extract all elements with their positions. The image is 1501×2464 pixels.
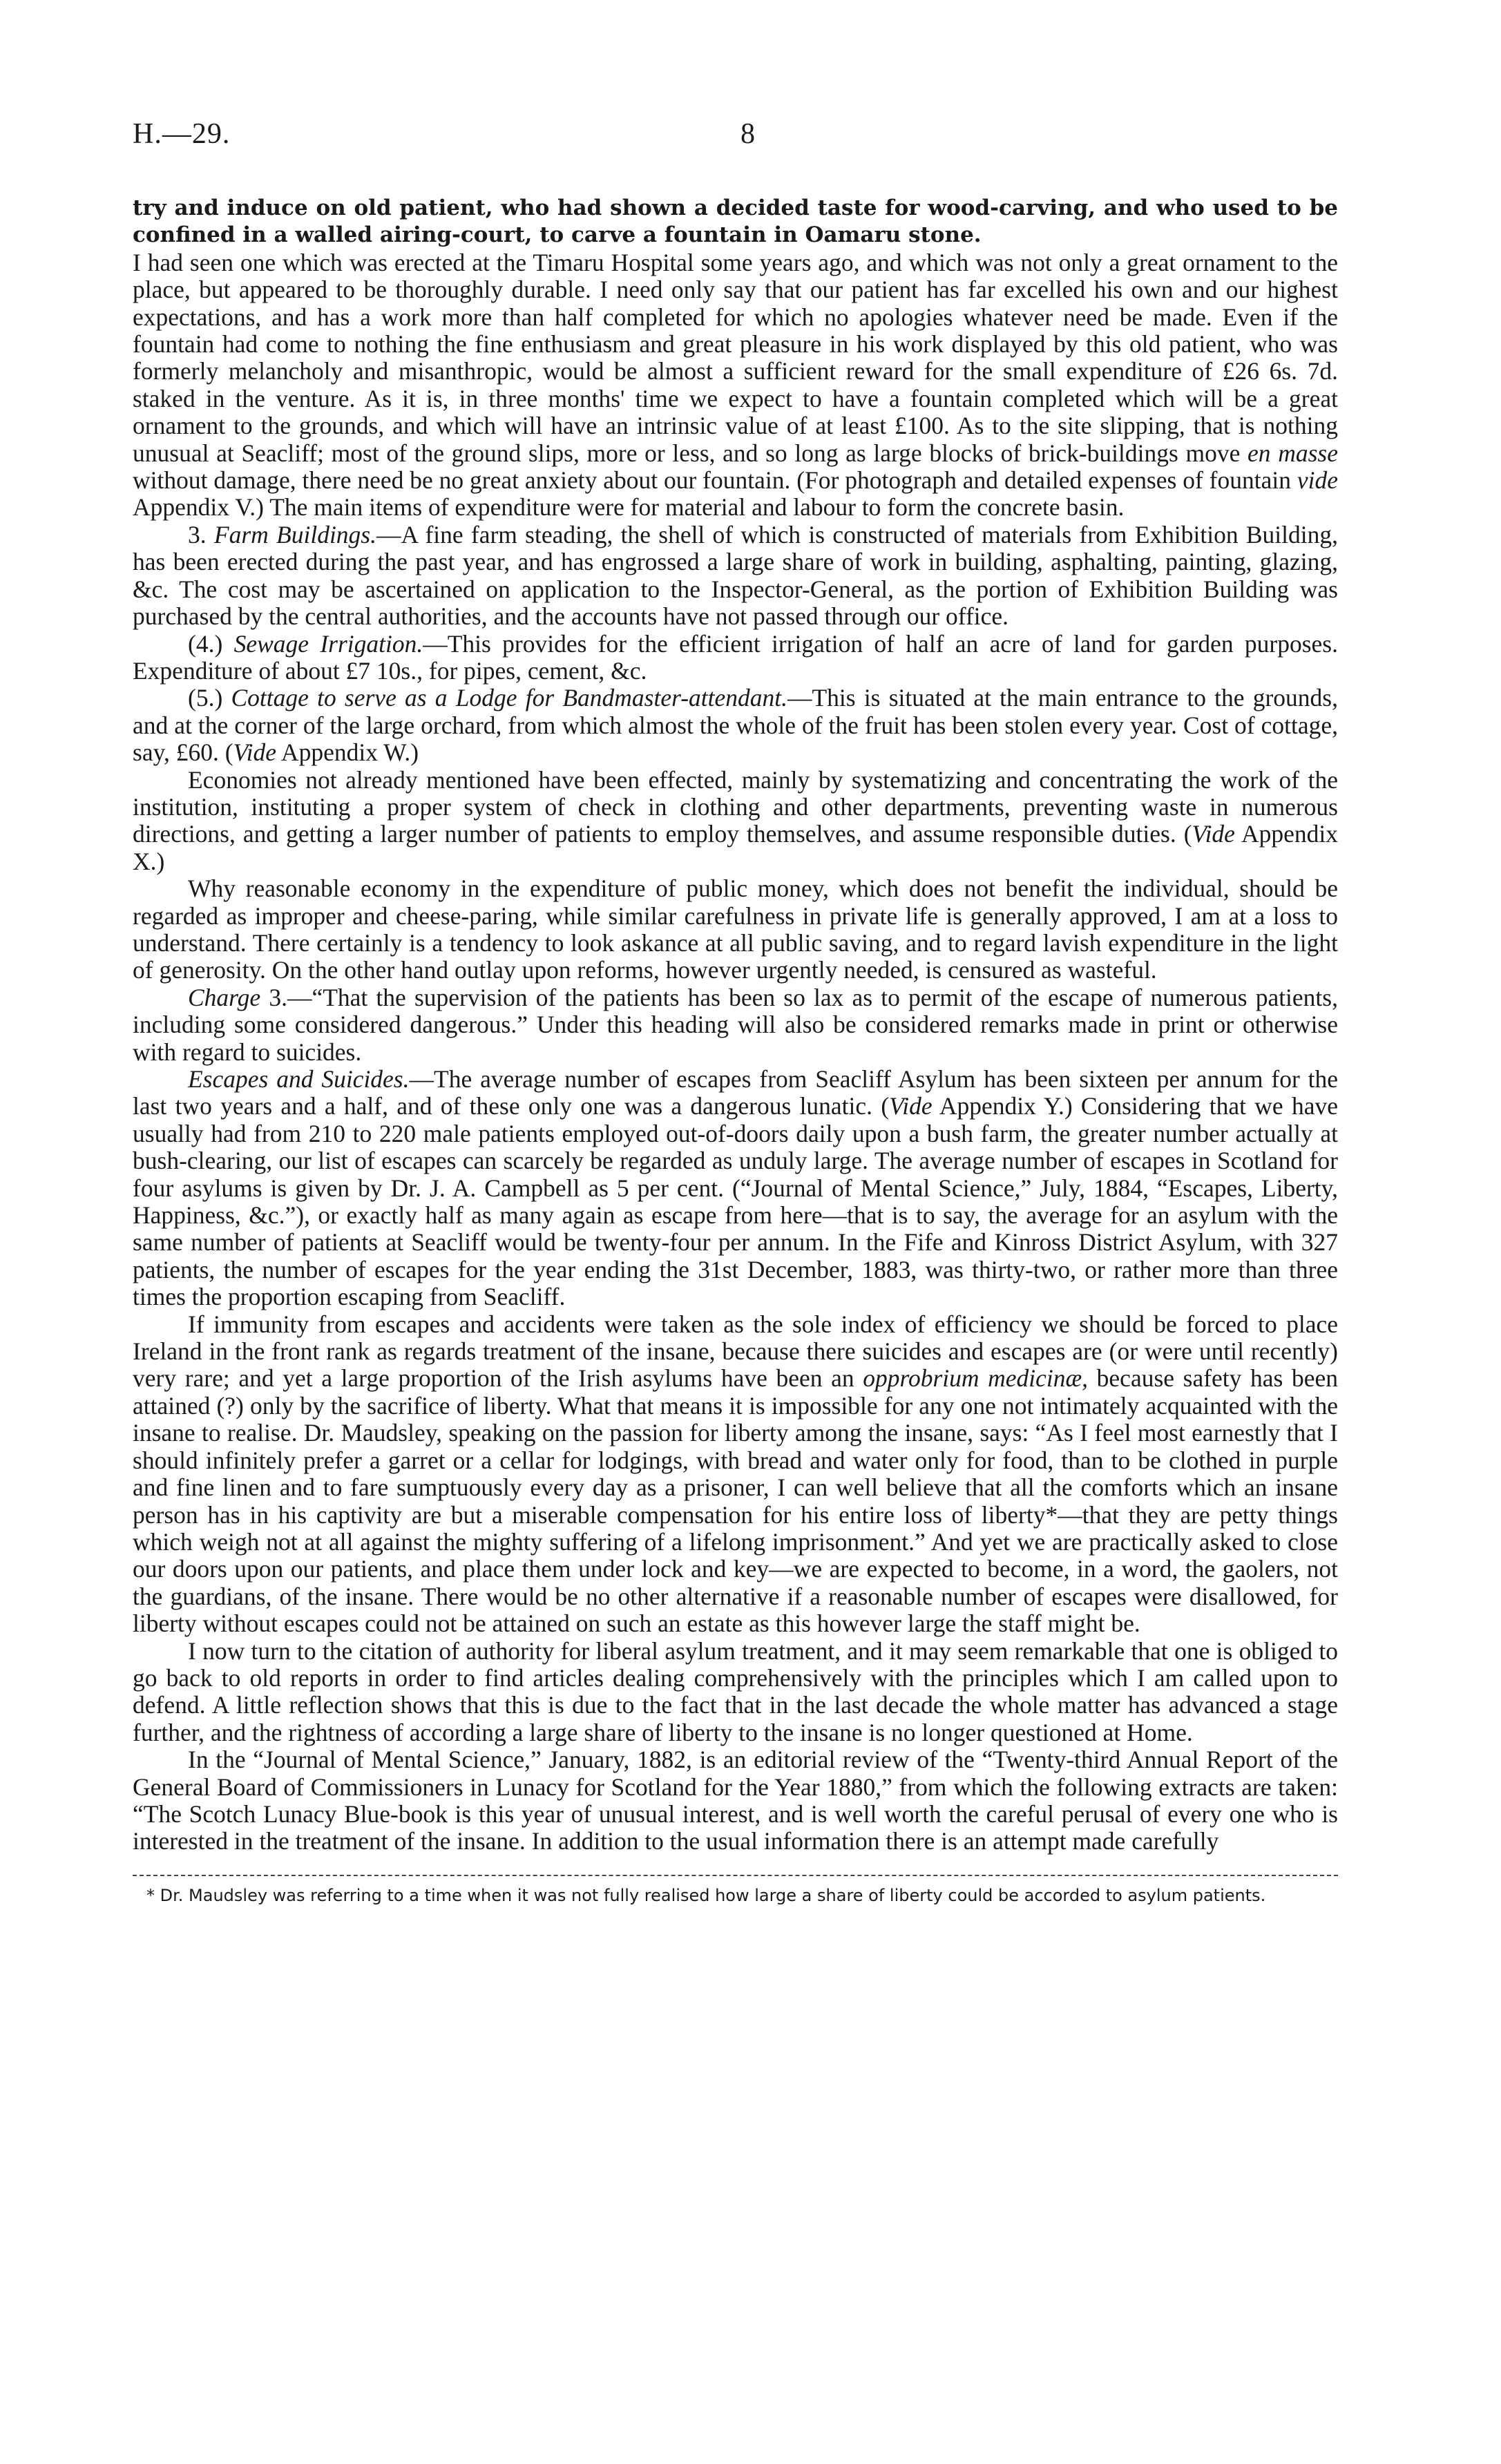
paragraph [133,875,1338,984]
text-segment: I now turn to the citation of authority for liberal asylum treatment, and it may seem remarkable that one is obliged to go back to old reports in order to find articles dealing comprehensively with the principles which I am called upon to defend. A little reflection shows that this is due to the fact that in the last decade the whole matter has advanced a stage further, and the rightness of according a large share of liberty to the insane is no longer questioned at Home. [133,1636,1338,1746]
italic-text-segment: Vide [233,738,277,767]
footnote-divider [133,1875,1338,1876]
text-segment: Appendix X.) [133,820,1338,875]
italic-text-segment: Farm Buildings. [213,520,377,548]
paragraph [133,767,1338,876]
paragraph [133,195,1338,249]
paragraph [133,249,1338,522]
text-segment: Appendix Y.) Considering that we have usually had from 210 to 220 male patients employed out-of-doors daily upon a bush farm, the greater number actually at bush-clearing, our list of escapes can scarcely be regarded as unduly large. The average number of escapes in Scotland for four asylums is given by Dr. J. A. Campbell as 5 per cent. (“Journal of Mental Science,” July, 1884, “Escapes, Liberty, Happiness, &c.”), or exactly half as many again as escape from here—that is to say, the average for an asylum with the same number of patients at Seacliff would be twenty-four per annum. In the Fife and Kinross District Asylum, with 327 patients, the number of escapes for the year ending the 31st December, 1883, was thirty-two, or rather more than three times the proportion escaping from Seacliff. [133,1092,1338,1311]
text-segment: —The average number of escapes from Seacliff Asylum has been sixteen per annum for the last two years and a half, and of these only one was a dangerous lunatic. ( [133,1065,1339,1120]
italic-text-segment: en masse [1247,439,1338,467]
document-page [133,117,1338,1907]
italic-text-segment: Vide [1192,820,1235,848]
text-segment: If immunity from escapes and accidents were taken as the sole index of efficiency we should be forced to place Ireland in the front rank as regards treatment of the insane, because there suicides and escapes are (or were until recently) very rare; and yet a large proportion of the Irish asylums have been an [133,1310,1338,1393]
text-segment: (5.) [188,684,231,712]
text-segment: 3. [188,520,214,548]
italic-text-segment: opprobrium medicinæ, [863,1364,1089,1393]
body-text [133,195,1338,1855]
document-reference: H.—29. [133,118,231,150]
text-segment: 3.—“That the supervision of the patients has been so lax as to permit of the escape of numerous patients, including some considered dangerous.” Under this heading will also be considered remarks made in print or otherwise with regard to suicides. [133,983,1338,1066]
text-segment: Appendix V.) The main items of expenditure were for material and labour to form the concrete basin. [133,493,1125,522]
text-segment: In the “Journal of Mental Science,” January, 1882, is an editorial review of the “Twenty-third Annual Report of the General Board of Commissioners in Lunacy for Scotland for the Year 1880,” from which the following extracts are taken: “The Scotch Lunacy Blue-book is this year of unusual interest, and is well worth the careful perusal of every one who is interested in the treatment of the insane. In addition to the usual information there is an attempt made carefully [133,1746,1338,1855]
text-segment: —This provides for the efficient irrigation of half an acre of land for garden purposes. Expenditure of about £7 10s., for pipes, cement, &c. [133,629,1338,685]
paragraph [133,1746,1338,1855]
text-segment: I had seen one which was erected at the Timaru Hospital some years ago, and which was not only a great ornament to the place, but appeared to be thoroughly durable. I need only say that our patient has far excelled his own and our highest expectations, and has a work more than half completed for which no apologies whatever need be made. Even if the fountain had come to nothing the fine enthusiasm and great pleasure in his work displayed by this old patient, who was formerly melancholy and misanthropic, would be almost a sufficient reward for the small expenditure of £26 6s. 7d. staked in the venture. As it is, in three months' time we expect to have a fountain completed which will be a great ornament to the grounds, and which will have an intrinsic value of at least £100. As to the site slipping, that is nothing unusual at Seacliff; most of the ground slips, more or less, and so long as large blocks of brick-buildings move [133,248,1338,467]
paragraph [133,522,1338,631]
footnote: * Dr. Maudsley was referring to a time when it was not fully realised how large a share of liberty could be accorded to asylum patients. [146,1885,1266,1905]
paragraph [133,1066,1338,1311]
text-segment: Why reasonable economy in the expenditure of public money, which does not benefit the individual, should be regarded as improper and cheese-paring, while similar carefulness in private life is generally approved, I am at a loss to understand. There certainly is a tendency to look askance at all public saving, and to regard lavish expenditure in the light of generosity. On the other hand outlay upon reforms, however urgently needed, is censured as wasteful. [133,875,1338,984]
italic-text-segment: Charge [188,983,261,1011]
italic-text-segment: vide [1297,466,1338,495]
paragraph [133,631,1338,685]
text-segment: Appendix W.) [276,738,419,767]
italic-text-segment: Vide [889,1092,933,1120]
text-segment: try and induce on old patient, who had shown a decided taste for wood-carving, and who used to be confined in a walled airing-court, to carve a fountain in Oamaru stone. [133,195,1338,248]
paragraph [133,1311,1338,1638]
italic-text-segment: Cottage to serve as a Lodge for Bandmaster-attendant. [231,684,787,712]
text-segment: Economies not already mentioned have been effected, mainly by systematizing and concentrating the work of the institution, instituting a proper system of check in clothing and other departments, preventing waste in numerous directions, and getting a larger number of patients to employ themselves, and assume responsible duties. ( [133,765,1338,848]
italic-text-segment: Escapes and Suicides. [188,1065,410,1093]
text-segment: without damage, there need be no great anxiety about our fountain. (For photograph and detailed expenses of fountain [133,466,1297,495]
text-segment: (4.) [188,629,234,658]
text-segment: —This is situated at the main entrance to the grounds, and at the corner of the large orchard, from which almost the whole of the fruit has been stolen every year. Cost of cottage, say, £60. ( [133,684,1338,767]
page-header [133,117,1338,166]
text-segment: —A fine farm steading, the shell of which is constructed of materials from Exhibition Building, has been erected during the past year, and has engrossed a large share of work in building, asphalting, painting, glazing, &c. The cost may be ascertained on application to the Inspector-General, as the portion of Exhibition Building was purchased by the central authorities, and the accounts have not passed through our office. [133,520,1339,631]
page-number: 8 [740,118,755,150]
paragraph [133,685,1338,766]
italic-text-segment: Sewage Irrigation. [233,629,423,658]
text-segment: because safety has been attained (?) only by the sacrifice of liberty. What that means it is impossible for any one not intimately acquainted with the insane to realise. Dr. Maudsley, speaking on the passion for liberty among the insane, says: “As I feel most earnestly that I should infinitely prefer a garret or a cellar for lodgings, with bread and water only for food, than to be clothed in purple and fine linen and to fare sumptuously every day as a prisoner, I can well believe that all the comforts which an insane person has in his captivity are but a miserable compensation for his entire loss of liberty*—that they are petty things which weigh not at all against the mighty suffering of a lifelong imprisonment.” And yet we are practically asked to close our doors upon our patients, and place them under lock and key—we are expected to become, in a word, the gaolers, not the guardians, of the insane. There would be no other alternative if a reasonable number of escapes were disallowed, for liberty without escapes could not be attained on such an estate as this however large the staff might be. [133,1364,1338,1638]
paragraph [133,984,1338,1066]
paragraph [133,1638,1338,1747]
